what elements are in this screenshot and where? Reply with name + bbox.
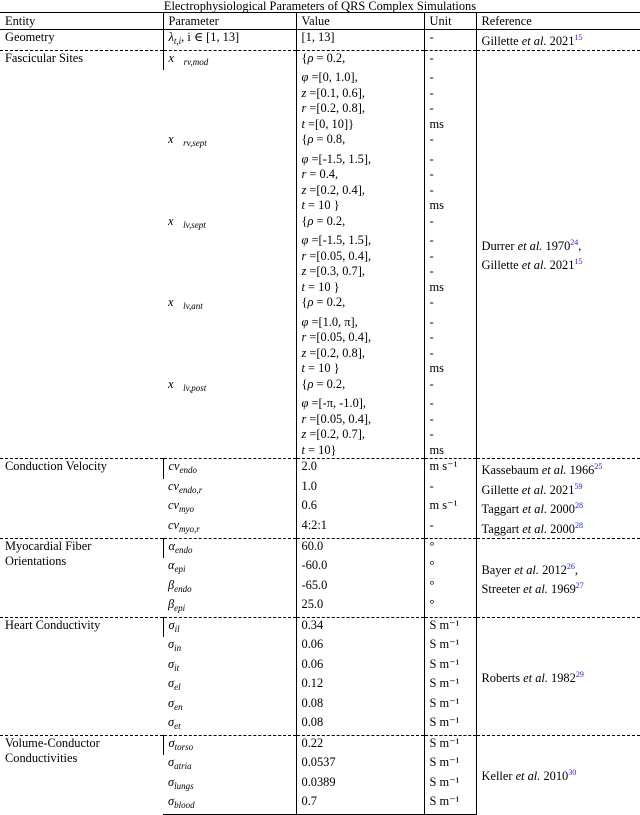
parameter-cell: $\alpha_{epi}$ xyxy=(168,558,186,574)
table-body xyxy=(0,30,640,815)
parameter-cell: $x⃗_{lv,ant}$ xyxy=(168,295,203,311)
value-cell: 2.0 xyxy=(296,459,424,479)
value-cell: φ =[-1.5, 1.5], xyxy=(296,152,424,168)
reference-cell xyxy=(476,479,640,499)
parameter-cell: $cv_{endo,r}$ xyxy=(168,478,203,495)
parameter-cell: $cv_{myo}$ xyxy=(168,498,194,515)
parameter-cell xyxy=(163,183,296,199)
unit-cell: - xyxy=(424,50,476,70)
parameter-cell: $x⃗_{lv,post}$ xyxy=(168,376,207,393)
unit-cell: - xyxy=(424,152,476,168)
header-reference: Reference xyxy=(476,13,640,30)
entity-label: Geometry xyxy=(5,30,55,44)
unit-cell: ms xyxy=(424,117,476,133)
value-cell: 0.12 xyxy=(296,676,424,696)
unit-cell: ms xyxy=(424,361,476,377)
parameter-cell: $\sigma_{et}$ xyxy=(168,715,181,731)
value-cell: t = 10} xyxy=(296,443,424,459)
table-row xyxy=(0,735,640,755)
value-cell: r =[0.05, 0.4], xyxy=(296,249,424,265)
citation-link[interactable]: 15 xyxy=(574,257,583,267)
unit-cell: ° xyxy=(424,538,476,558)
parameter-cell xyxy=(163,249,296,265)
parameter-cell: $\sigma_{blood}$ xyxy=(163,794,296,814)
parameter-cell xyxy=(163,233,296,249)
entity-label: Conduction Velocity xyxy=(5,459,107,473)
parameter-cell: $\sigma_{atria}$ xyxy=(168,755,192,771)
entity-label: Orientations xyxy=(5,554,67,568)
reference-entry: Taggart et al. 2000$^{28}$ xyxy=(481,501,583,517)
reference-entry: Gillette et al. 2021$^{59}$ xyxy=(481,481,583,497)
table-caption: Electrophysiological Parameters of QRS Complex Simulations xyxy=(163,0,477,13)
unit-cell: - xyxy=(424,86,476,102)
parameter-cell xyxy=(163,346,296,362)
entity-cell xyxy=(0,735,163,814)
reference-entry: Bayer et al. 2012$^{26}$, xyxy=(481,561,578,577)
value-cell: 0.0537 xyxy=(296,755,424,775)
entity-cell xyxy=(0,617,163,735)
value-cell: z =[0.2, 0.4], xyxy=(296,183,424,199)
unit-cell: - xyxy=(424,330,476,346)
unit-cell: S m⁻¹ xyxy=(424,755,476,775)
reference-cell xyxy=(476,518,640,538)
reference-cell xyxy=(476,459,640,479)
parameter-cell: $\sigma_{in}$ xyxy=(168,637,182,653)
value-cell: φ =[1.0, π], xyxy=(296,315,424,331)
parameter-cell xyxy=(163,315,296,331)
value-cell: 0.6 xyxy=(296,498,424,518)
reference-entry: Roberts et al. 1982$^{29}$ xyxy=(481,669,584,685)
value-cell: φ =[0, 1.0], xyxy=(296,70,424,86)
parameter-cell: $\sigma_{lungs}$ xyxy=(168,774,194,791)
value-cell: 0.7 xyxy=(296,794,424,814)
parameter-cell: $\beta_{epi}$ xyxy=(168,597,186,613)
unit-cell: m s⁻¹ xyxy=(424,459,476,479)
value-cell: [1, 13] xyxy=(296,30,424,51)
reference-entry: Keller et al. 2010$^{30}$ xyxy=(481,768,577,784)
unit-cell: - xyxy=(424,249,476,265)
parameter-cell: $x⃗_{lv,sept}$ xyxy=(168,213,206,230)
unit-cell: - xyxy=(424,479,476,499)
entity-label: Conductivities xyxy=(5,751,78,765)
parameter-cell xyxy=(163,117,296,133)
unit-cell: - xyxy=(424,315,476,331)
parameter-cell: $\beta_{endo}$ xyxy=(168,577,192,594)
unit-cell: m s⁻¹ xyxy=(424,498,476,518)
value-cell: φ =[-π, -1.0], xyxy=(296,396,424,412)
parameter-cell xyxy=(163,101,296,117)
value-cell: 60.0 xyxy=(296,538,424,558)
unit-cell: S m⁻¹ xyxy=(424,775,476,795)
reference-entry: Streeter et al. 1969$^{27}$ xyxy=(481,580,584,596)
parameter-cell xyxy=(163,280,296,296)
unit-cell: - xyxy=(424,427,476,443)
reference-entry: Kassebaum et al. 1966$^{25}$ xyxy=(481,462,603,478)
unit-cell: ° xyxy=(424,578,476,598)
parameter-cell: $\sigma_{torso}$ xyxy=(163,735,296,755)
unit-cell: - xyxy=(424,264,476,280)
citation-link[interactable]: 28 xyxy=(574,501,583,511)
parameter-cell xyxy=(163,427,296,443)
unit-cell: - xyxy=(424,295,476,315)
table-row xyxy=(0,617,640,637)
parameter-cell xyxy=(163,198,296,214)
unit-cell: S m⁻¹ xyxy=(424,715,476,735)
value-cell: 0.06 xyxy=(296,657,424,677)
reference-cell xyxy=(476,30,640,51)
value-cell: 0.34 xyxy=(296,617,424,637)
unit-cell: - xyxy=(424,396,476,412)
value-cell: r =[0.2, 0.8], xyxy=(296,101,424,117)
unit-cell: - xyxy=(424,70,476,86)
entity-label: Myocardial Fiber xyxy=(5,538,92,553)
value-cell: t = 10 } xyxy=(296,280,424,296)
unit-cell: S m⁻¹ xyxy=(424,794,476,814)
unit-cell: - xyxy=(424,518,476,538)
table-row xyxy=(0,30,640,51)
parameter-cell xyxy=(163,152,296,168)
reference-cell xyxy=(476,538,640,617)
header-entity: Entity xyxy=(0,13,163,30)
value-cell: -65.0 xyxy=(296,578,424,598)
reference-cell xyxy=(476,617,640,735)
unit-cell: S m⁻¹ xyxy=(424,676,476,696)
value-cell: 0.0389 xyxy=(296,775,424,795)
unit-cell: - xyxy=(424,214,476,234)
parameters-table xyxy=(0,12,640,815)
value-cell: 0.06 xyxy=(296,637,424,657)
parameter-cell xyxy=(163,412,296,428)
table-row xyxy=(0,538,640,558)
citation-link[interactable]: 27 xyxy=(575,580,584,590)
parameter-cell xyxy=(163,86,296,102)
unit-cell: S m⁻¹ xyxy=(424,637,476,657)
parameter-cell: $cv_{myo,r}$ xyxy=(168,517,200,534)
value-cell: φ =[-1.5, 1.5], xyxy=(296,233,424,249)
parameter-cell: $\sigma_{en}$ xyxy=(168,695,183,712)
value-cell: {ρ = 0.2, xyxy=(296,50,424,70)
unit-cell: ms xyxy=(424,443,476,459)
parameter-cell: $\sigma_{el}$ xyxy=(168,676,181,692)
value-cell: z =[0.1, 0.6], xyxy=(296,86,424,102)
parameter-cell: $x⃗_{rv,mod}$ xyxy=(163,50,296,70)
parameter-cell xyxy=(163,361,296,377)
unit-cell: - xyxy=(424,167,476,183)
unit-cell: - xyxy=(424,346,476,362)
reference-cell xyxy=(476,50,640,459)
value-cell: {ρ = 0.2, xyxy=(296,214,424,234)
parameter-cell xyxy=(163,396,296,412)
header-row xyxy=(0,13,640,30)
parameter-cell xyxy=(163,167,296,183)
parameter-cell: $cv_{endo}$ xyxy=(163,459,296,479)
parameter-cell: $\sigma_{it}$ xyxy=(168,656,180,673)
parameter-cell xyxy=(163,70,296,86)
entity-label: Fascicular Sites xyxy=(5,50,84,65)
unit-cell: - xyxy=(424,412,476,428)
parameter-cell: $x⃗_{rv,sept}$ xyxy=(168,132,207,148)
parameter-cell: $\alpha_{endo}$ xyxy=(163,538,296,558)
value-cell: 1.0 xyxy=(296,479,424,499)
citation-link[interactable]: 26 xyxy=(566,561,575,571)
reference-entry: Gillette et al. 2021$^{15}$ xyxy=(481,257,583,273)
unit-cell: - xyxy=(424,132,476,152)
value-cell: t =[0, 10]} xyxy=(296,117,424,133)
value-cell: 0.08 xyxy=(296,715,424,735)
entity-cell xyxy=(0,30,163,51)
citation-link[interactable]: 29 xyxy=(575,669,584,679)
unit-cell: S m⁻¹ xyxy=(424,657,476,677)
reference-entry: Gillette et al. 2021$^{15}$ xyxy=(481,33,583,49)
table-row xyxy=(0,459,640,479)
reference-cell xyxy=(476,498,640,518)
value-cell: {ρ = 0.8, xyxy=(296,132,424,152)
value-cell: 0.08 xyxy=(296,696,424,716)
value-cell: 0.22 xyxy=(296,735,424,755)
value-cell: 4:2:1 xyxy=(296,518,424,538)
value-cell: t = 10 } xyxy=(296,198,424,214)
parameter-cell: $\lambda_{t,i}$, i ∈ [1, 13] xyxy=(163,30,296,51)
entity-cell xyxy=(0,459,163,539)
citation-link[interactable]: 25 xyxy=(594,462,603,471)
entity-cell xyxy=(0,538,163,617)
parameter-cell: $\sigma_{il}$ xyxy=(163,617,296,637)
unit-cell: ms xyxy=(424,198,476,214)
unit-cell: - xyxy=(424,183,476,199)
unit-cell: - xyxy=(424,30,476,51)
unit-cell: S m⁻¹ xyxy=(424,735,476,755)
value-cell: {ρ = 0.2, xyxy=(296,377,424,397)
unit-cell: ° xyxy=(424,558,476,578)
citation-link[interactable]: 24 xyxy=(570,238,579,248)
reference-cell xyxy=(476,735,640,814)
header-unit: Unit xyxy=(424,13,476,30)
header-parameter: Parameter xyxy=(163,13,296,30)
parameter-cell xyxy=(163,330,296,346)
value-cell: 25.0 xyxy=(296,597,424,617)
citation-link[interactable]: 28 xyxy=(574,520,583,530)
unit-cell: ms xyxy=(424,280,476,296)
entity-cell xyxy=(0,50,163,459)
value-cell: z =[0.2, 0.7], xyxy=(296,427,424,443)
unit-cell: - xyxy=(424,101,476,117)
citation-link[interactable]: 30 xyxy=(568,768,577,778)
value-cell: {ρ = 0.2, xyxy=(296,295,424,315)
value-cell: r =[0.05, 0.4], xyxy=(296,412,424,428)
reference-entry: Taggart et al. 2000$^{28}$ xyxy=(481,520,583,536)
entity-label: Volume-Conductor xyxy=(5,735,100,750)
parameter-cell xyxy=(163,443,296,459)
unit-cell: S m⁻¹ xyxy=(424,617,476,637)
unit-cell: ° xyxy=(424,597,476,617)
value-cell: -60.0 xyxy=(296,558,424,578)
parameter-cell xyxy=(163,264,296,280)
reference-entry: Durrer et al. 1970$^{24}$, xyxy=(481,238,582,254)
citation-link[interactable]: 59 xyxy=(574,481,583,491)
table-row xyxy=(0,50,640,70)
header-value: Value xyxy=(296,13,424,30)
value-cell: t = 10 } xyxy=(296,361,424,377)
value-cell: r = 0.4, xyxy=(296,167,424,183)
value-cell: z =[0.2, 0.8], xyxy=(296,346,424,362)
value-cell: r =[0.05, 0.4], xyxy=(296,330,424,346)
unit-cell: S m⁻¹ xyxy=(424,696,476,716)
value-cell: z =[0.3, 0.7], xyxy=(296,264,424,280)
unit-cell: - xyxy=(424,233,476,249)
unit-cell: - xyxy=(424,377,476,397)
entity-label: Heart Conductivity xyxy=(5,617,101,632)
citation-link[interactable]: 15 xyxy=(574,33,583,43)
